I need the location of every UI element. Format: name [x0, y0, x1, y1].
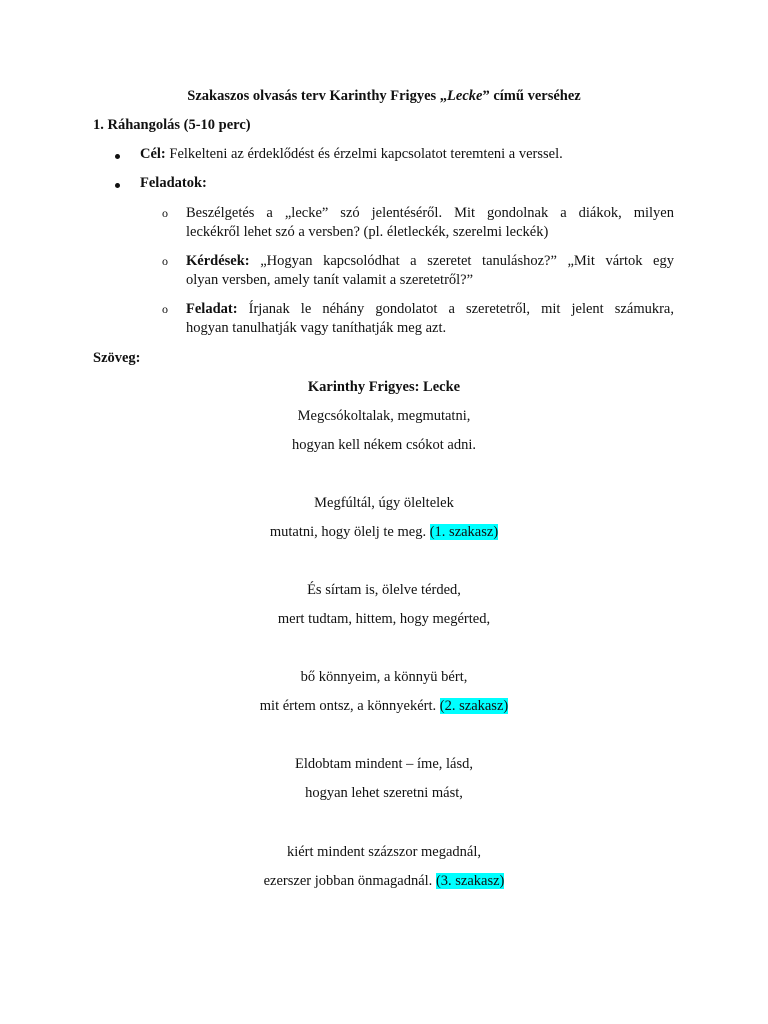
subitem-1 [186, 204, 674, 242]
bullet-dot-icon [115, 183, 120, 188]
poem-line: És sírtam is, ölelve térded, [307, 582, 461, 598]
poem-line: Megcsókoltalak, megmutatni, [297, 408, 471, 424]
subitem-3-text: Írjanak le néhány gondolatot a szeretetről, mit jelent számukra, [237, 301, 674, 317]
stanza-marker: (1. szakasz) [429, 524, 499, 540]
bullet-dot-icon [115, 154, 120, 159]
cel-label: Cél: [140, 146, 166, 162]
stanza-marker: (3. szakasz) [435, 873, 505, 889]
subitem-2-line2: olyan versben, amely tanít valamit a szeretetről?” [186, 272, 474, 288]
bullet-circle-icon: o [162, 206, 168, 220]
document-title [0, 88, 768, 105]
section-heading: 1. Ráhangolás (5-10 perc) [93, 117, 251, 133]
subitem-1-line2: leckékről lehet szó a versben? (pl. életleckék, szerelmi leckék) [186, 224, 549, 240]
poem-line: hogyan lehet szeretni mást, [305, 785, 463, 801]
poem-line-text: mit értem ontsz, a könnyekért. [259, 698, 440, 714]
cel-item [140, 146, 563, 163]
subitem-3-label: Feladat: [186, 301, 238, 317]
bullet-circle-icon: o [162, 302, 168, 316]
poem-line: hogyan kell nékem csókot adni. [291, 437, 477, 453]
stanza-marker: (2. szakasz) [439, 698, 509, 714]
subitem-2 [186, 252, 674, 290]
bullet-circle-icon: o [162, 254, 168, 268]
poem-line [0, 524, 768, 541]
title-prefix: Szakaszos olvasás terv Karinthy Frigyes „ [187, 88, 448, 104]
poem-line: Megfúltál, úgy öleltelek [314, 495, 454, 511]
title-suffix: ” című verséhez [482, 88, 581, 104]
poem-line [0, 698, 768, 715]
feladatok-label: Feladatok: [140, 175, 207, 191]
poem-line: Eldobtam mindent – íme, lásd, [294, 756, 473, 772]
poem-line: bő könnyeim, a könnyü bért, [300, 669, 468, 685]
cel-text: Felkelteni az érdeklődést és érzelmi kapcsolatot teremteni a verssel. [165, 146, 563, 162]
poem-line-text: ezerszer jobban önmagadnál. [263, 873, 436, 889]
poem-line: mert tudtam, hittem, hogy megérted, [277, 611, 491, 627]
subitem-3-line2: hogyan tanulhatják vagy taníthatják meg azt. [186, 320, 447, 336]
title-italic: Lecke [447, 88, 483, 104]
subitem-2-line1 [186, 252, 674, 271]
subitem-3 [186, 300, 674, 338]
poem-line-text: mutatni, hogy ölelj te meg. [269, 524, 430, 540]
poem-title: Karinthy Frigyes: Lecke [307, 379, 461, 395]
subitem-1-line1: Beszélgetés a „lecke” szó jelentéséről. Mit gondolnak a diákok, milyen [186, 205, 674, 221]
subitem-2-label: Kérdések: [186, 253, 250, 269]
subitem-3-line1 [186, 300, 674, 319]
poem-line: kiért mindent százszor megadnál, [286, 844, 482, 860]
poem-line [0, 873, 768, 890]
szoveg-label: Szöveg: [93, 350, 141, 366]
subitem-2-text: „Hogyan kapcsolódhat a szeretet tanuláshoz?” „Mit vártok egy [249, 253, 674, 269]
